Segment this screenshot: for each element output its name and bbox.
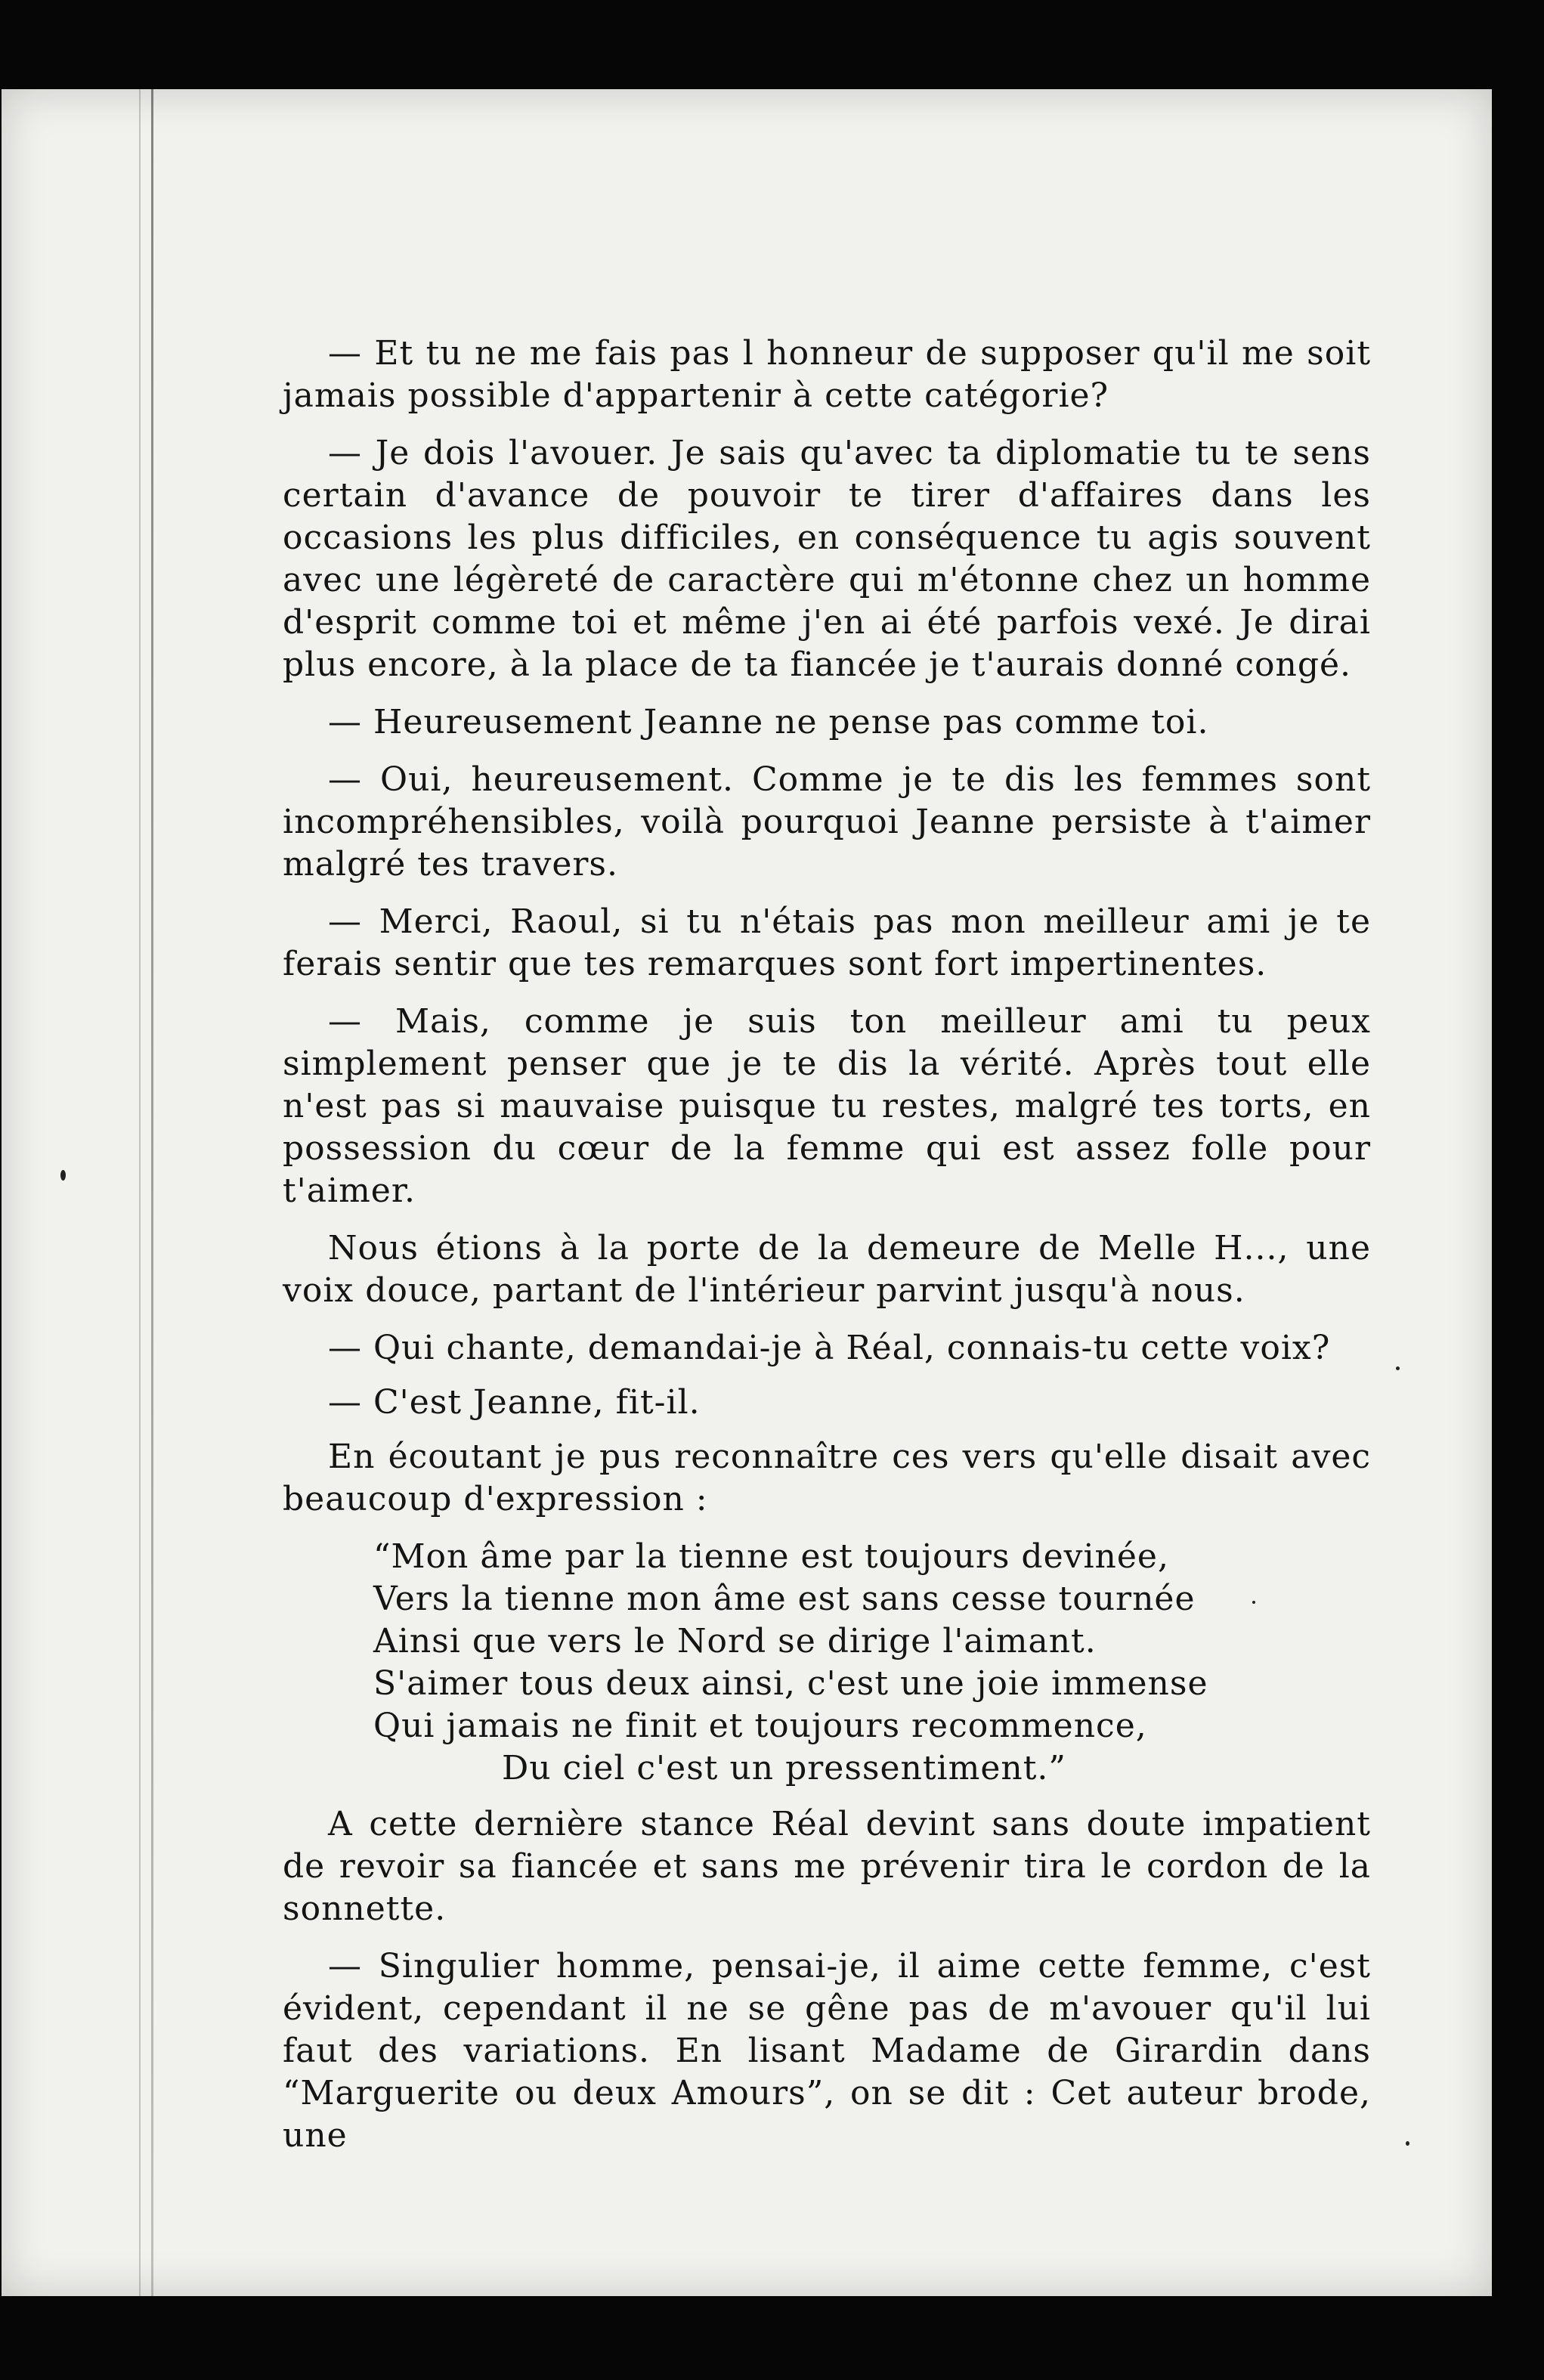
ink-speck: [1406, 2141, 1409, 2146]
ink-speck: [1396, 1366, 1400, 1370]
paragraph-10: En écoutant je pus reconnaître ces vers qu'elle disait avec beaucoup d'expression :: [283, 1438, 1371, 1518]
page-fold-line: [151, 89, 153, 2296]
paragraph-3: — Heureusement Jeanne ne pense pas comme toi.: [328, 703, 1209, 741]
paragraph-9: — C'est Jeanne, fit-il.: [328, 1383, 701, 1422]
poem-stanza: [373, 1536, 1371, 1790]
paragraph-6: — Mais, comme je suis ton meilleur ami tu peux simplement penser que je te dis la vérité. Après tout elle n'est pas si mauvaise puisque tu restes, malgré tes torts, en possession du cœur de la femme qui est assez folle pour t'aimer.: [283, 1002, 1371, 1210]
paragraph-11: A cette dernière stance Réal devint sans doute impatient de revoir sa fiancée et sans me prévenir tira le cordon de la sonnette.: [283, 1805, 1371, 1928]
paragraph-12: — Singulier homme, pensai-je, il aime cette femme, c'est évident, cependant il ne se gêne pas de m'avouer qu'il lui faut des variations. En lisant Madame de Girardin dans “Marguerite ou deux Amours”, on se dit : Cet auteur brode, une: [283, 1947, 1371, 2155]
book-page: [2, 89, 1492, 2296]
poem-line: “Mon âme par la tienne est toujours devinée,: [373, 1537, 1169, 1576]
paragraph-8: — Qui chante, demandai-je à Réal, connais-tu cette voix?: [328, 1329, 1331, 1367]
poem-line: Ainsi que vers le Nord se dirige l'aimant.: [373, 1622, 1097, 1660]
paragraph-4: — Oui, heureusement. Comme je te dis les femmes sont incompréhensibles, voilà pourquoi Jeanne persiste à t'aimer malgré tes travers.: [283, 760, 1371, 884]
page-text: [283, 333, 1371, 2172]
poem-line: Qui jamais ne finit et toujours recommence,: [373, 1707, 1147, 1745]
poem-line: Vers la tienne mon âme est sans cesse tournée: [373, 1580, 1196, 1618]
paragraph-1: — Et tu ne me fais pas l honneur de supposer qu'il me soit jamais possible d'appartenir à cette catégorie?: [283, 334, 1371, 415]
poem-line: Du ciel c'est un pressentiment.”: [502, 1749, 1066, 1787]
paragraph-2: — Je dois l'avouer. Je sais qu'avec ta diplomatie tu te sens certain d'avance de pouvoir te tirer d'affaires dans les occasions les plus difficiles, en conséquence tu agis souvent avec une légèreté de caractère qui m'étonne chez un homme d'esprit comme toi et même j'en ai été parfois vexé. Je dirai plus encore, à la place de ta fiancée je t'aurais donné congé.: [283, 434, 1371, 684]
page-gutter-shadow: [139, 89, 141, 2296]
paragraph-5: — Merci, Raoul, si tu n'étais pas mon meilleur ami je te ferais sentir que tes remarques sont fort impertinentes.: [283, 902, 1371, 983]
ink-speck: [60, 1170, 66, 1181]
paragraph-7: Nous étions à la porte de la demeure de Melle H..., une voix douce, partant de l'intérieur parvint jusqu'à nous.: [283, 1229, 1371, 1310]
poem-line: S'aimer tous deux ainsi, c'est une joie immense: [373, 1664, 1208, 1703]
